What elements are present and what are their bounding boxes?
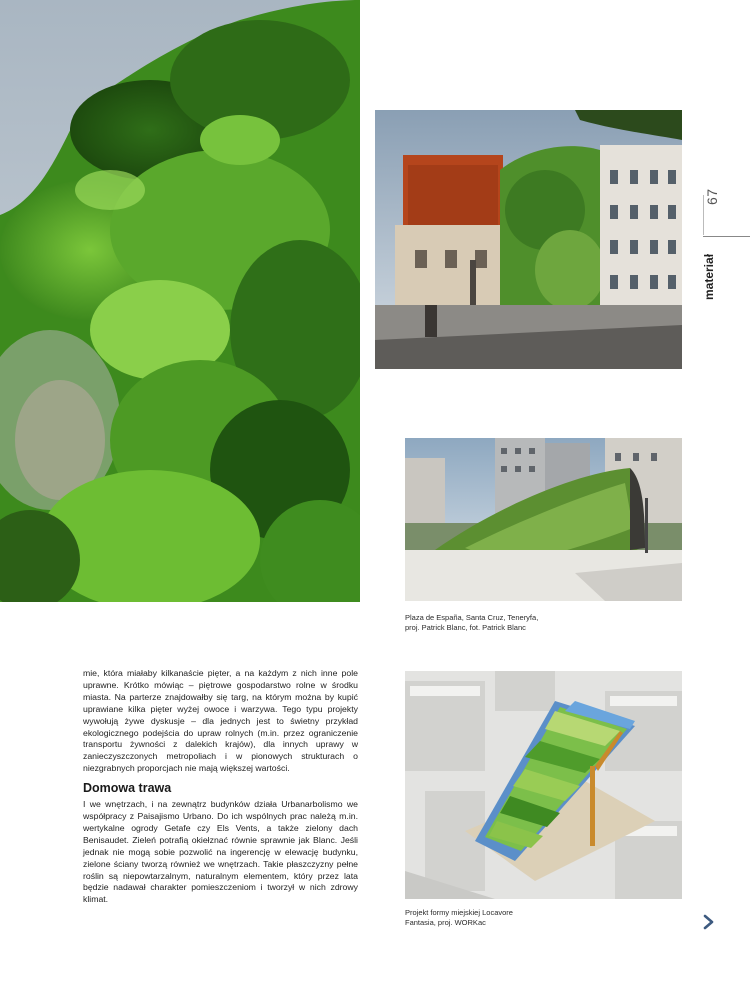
side-tab-divider [703, 236, 750, 237]
plaza-caption-line2: proj. Patrick Blanc, fot. Patrick Blanc [405, 623, 526, 632]
article-body [83, 668, 358, 906]
plaza-caption-line1: Plaza de España, Santa Cruz, Teneryfa, [405, 613, 539, 622]
section-heading: Domowa trawa [83, 781, 172, 796]
locavore-caption-line1: Projekt formy miejskiej Locavore [405, 908, 513, 917]
page-number: 67 [704, 188, 720, 205]
locavore-caption [405, 908, 605, 928]
locavore-caption-line2: Fantasia, proj. WORKac [405, 918, 486, 927]
plaza-caption [405, 613, 605, 633]
article-paragraph: mie, która miałaby kilkanaście pięter, a na każdym z nich inne pole uprawne. Krótko mówiąc – piętrowe gospodarstwo rolne w środku miasta. Na parterze znajdowałby się targ, na którym można by kupić uprawiane kilka pięter wyżej owoce i warzywa. Tego typu projekty wywołują żywe dyskusje – dla jednych jest to świetny przykład ekologicznego podejścia do upraw rolnych (m.in. przez ograniczenie transportu żywności z dalekich krajów), dla innych uprawy w zanieczyszczonych metropoliach i w pionowych strukturach o niezgrabnych proporcjach nie mają większej wartości. [83, 668, 358, 774]
plaza-de-espana-photo [405, 438, 682, 601]
section-label: materiał [702, 253, 716, 300]
article-paragraph: I we wnętrzach, i na zewnątrz budynków działa Urbanarbolismo we współpracy z Paisajismo Urbano. Do ich wspólnych prac należą m.in. wertykalne ogrody Getafe czy Els Vents, a także zielony dach Benisaudet. Zieleń potrafią okiełznać równie sprawnie jak Blanc. Jeśli jednak nie mogą sobie pozwolić na ingerencję w elewację budynku, zielone ściany tworzą również we wnętrzach. Takie płaszczyzny pełne roślin są niepowtarzalnym, naturalnym elementem, który przez lata będzie nadawał charakter pomieszczeniom i tworzył w nich zdrowy klimat. [83, 799, 358, 905]
locavore-fantasia-rendering [405, 671, 682, 899]
chevron-right-icon [702, 912, 716, 932]
vertical-garden-photo [0, 0, 360, 602]
green-wall-building-photo [375, 110, 682, 369]
next-page-button[interactable] [702, 912, 716, 932]
